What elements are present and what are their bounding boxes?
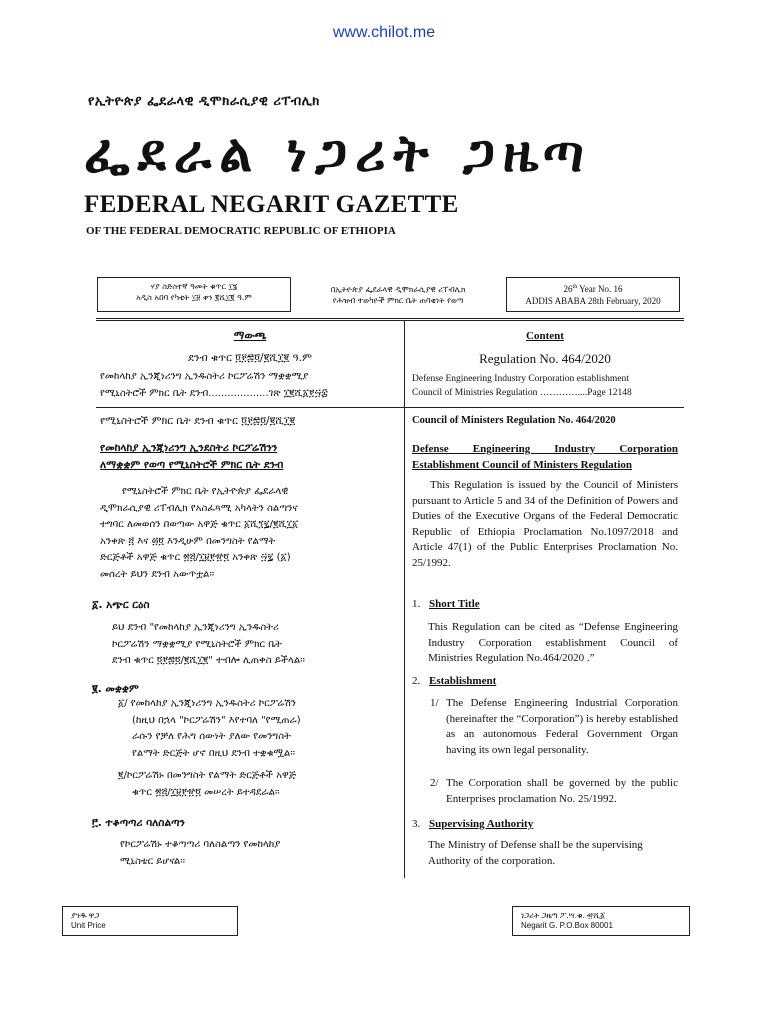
issue-date-amharic: አዲስ አበባ የካቲት ፲፱ ቀን ፪ሺ፲፪ ዓ.ም (136, 293, 252, 302)
preamble-amharic-line: የሚኒስትሮች ምክር ቤት የኢትዮጵያ ፌደራላዊ (122, 486, 289, 497)
section2-2-line: ቁጥር ፳፭/፲፱፻፹፬ መሠረት ይተዳደራል፡፡ (132, 786, 280, 798)
rule-top-double (96, 320, 684, 321)
preamble-amharic-line: አንቀጽ ፭ እና ፴፬ እንዲሁም በመንግስት የልማት (100, 535, 276, 547)
section3-title: Supervising Authority (429, 818, 534, 830)
unit-price-box (62, 906, 238, 936)
section3-number: 3. (412, 818, 421, 830)
contents-heading-english: Content (526, 330, 564, 342)
section2-2-body-english: The Corporation shall be governed by the public Enterprises proclamation No. 25/1992. (446, 777, 678, 805)
section1-line: ይህ ደንብ "የመከላከያ ኢንጂነሪንግ ኢንዱስትሪ (112, 622, 279, 633)
section3-body-amharic (120, 837, 404, 870)
section2-2-number: 2/ (430, 777, 439, 789)
preamble-english: This Regulation is issued by the Council of Ministers pursuant to Article 5 and 34 of the Definition of Powers and Duties of the Executive Organs of the Federal Democratic Republic of Ethiopia Proclamation No.1097/2018 and Article 47(1) of the Public Enterprises Proclamation No. 25/1992. (412, 479, 678, 569)
issue-day-suffix: th (572, 284, 578, 290)
po-box-english: Negarit G. P.O.Box 80001 (521, 921, 613, 930)
reg-title-amharic-2: ለማቋቋም የወጣ የሚኒስትሮች ምክር ቤት ደንብ (100, 459, 284, 471)
preamble-amharic-line: ድርጅቶች አዋጅ ቁጥር ፳፭/፲፱፻፹፬ አንቀጽ ፵፯ (፩) (100, 552, 291, 563)
section2-1-line: የልማት ድርጅት ሆኖ በዚህ ደንብ ተቋቁሟል፡፡ (132, 747, 295, 759)
rule-contents-bottom (96, 407, 684, 408)
issue-day: 26 (563, 284, 573, 294)
section2-2-line: ፪/ኮርፖሬሽኑ በመንግስት የልማት ድርጅቶች አዋጅ (118, 770, 297, 781)
section3-line: ሚኒስቴር ይሆናል፡፡ (120, 855, 185, 867)
issue-year-amharic: ሃያ ስድስተኛ ዓመት ቁጥር ፲፮ (150, 282, 238, 291)
section2-1-number: 1/ (430, 697, 439, 709)
section2-heading-amharic: ፪. መቋቋም (92, 683, 139, 695)
reg-number-english: Council of Ministers Regulation No. 464/2020 (412, 415, 616, 426)
contents-title-english: Defense Engineering Industry Corporation establishment (412, 374, 629, 384)
po-box-amharic: ነጋሪት ጋዜጣ ፖ.ሣ.ቁ. ፹ሺ፩ (521, 911, 606, 920)
column-divider (404, 320, 405, 878)
publisher-note (292, 284, 504, 306)
preamble-amharic (100, 484, 400, 583)
contents-reg-english: Regulation No. 464/2020 (479, 351, 611, 366)
unit-price-english: Unit Price (71, 921, 106, 930)
section2-1-line: (ከዚህ በኋላ "ኮርፖሬሽን" እየተባለ "የሚጠራ) (132, 714, 301, 726)
section3-body-english: The Ministry of Defense shall be the supervising Authority of the corporation. (428, 839, 643, 867)
section1-line: ደንብ ቁጥር ፬፻፷፬/፪ሺ፲፪" ተብሎ ሊጠቀስ ይችላል፡፡ (112, 655, 305, 666)
watermark-link[interactable]: www.chilot.me (332, 24, 436, 41)
issue-year-rest: Year No. 16 (577, 284, 623, 294)
section2-heading-english (412, 674, 678, 688)
po-box (512, 906, 690, 936)
issue-date-english: ADDIS ABABA 28th February, 2020 (525, 296, 661, 306)
gazette-title-english: FEDERAL NEGARIT GAZETTE (84, 191, 459, 218)
reg-title-english-1: Defense Engineering Industry Corporation (412, 443, 678, 455)
section2-1-body-english: The Defense Engineering Industrial Corporation (hereinafter the “Corporation”) is hereby established as an autonomous Federal Government Organ having its own legal personality. (446, 697, 678, 756)
issue-year-english (507, 281, 679, 295)
preamble-amharic-line: መሰረት ይህን ደንብ አውጥቷል፡፡ (100, 568, 215, 580)
contents-reg-amharic: ደንብ ቁጥር ፬፻፷፬/፪ሺ፲፪ ዓ.ም (188, 352, 312, 364)
contents-title-amharic: የመከላከያ ኢንጂነሪንግ ኢንዱስትሪ ኮርፖሬሽን ማቋቋሚያ (100, 371, 309, 382)
reg-number-amharic: የሚኒስትሮች ምክር ቤት ደንብ ቁጥር ፬፻፷፬/፪ሺ፲፪ (100, 415, 296, 427)
section1-heading-english (412, 597, 678, 611)
section3-heading-english (412, 817, 678, 831)
gazette-subtitle: OF THE FEDERAL DEMOCRATIC REPUBLIC OF ETHIOPIA (86, 225, 396, 237)
reg-title-english-2: Establishment Council of Ministers Regulation (412, 459, 633, 471)
preamble-amharic-line: ዲሞክራሲያዊ ሪፐብሊክ የአስፈጻሚ አካላትን ስልጣንና (100, 502, 298, 514)
section2-title: Establishment (429, 675, 497, 687)
republic-title-amharic: የኢትዮጵያ ፌደራላዊ ዲሞክራሲያዊ ሪፐብሊክ (88, 94, 320, 109)
rule-top (96, 318, 684, 319)
section2-1-body-amharic (118, 696, 404, 762)
section3-line: የኮርፖሬሽኑ ተቆጣጣሪ ባለስልጣን የመከላከያ (120, 839, 281, 850)
section2-1-line: ራሱን የቻለ የሕግ ሰውነት ያለው የመንግስት (132, 731, 291, 742)
section2-2-body-amharic (118, 768, 404, 801)
section1-line: ኮርፖሬሽን ማቋቋሚያ የሚኒስትሮች ምክር ቤት (112, 638, 282, 650)
unit-price-amharic: ያንዱ ዋጋ (71, 911, 100, 920)
publisher-line1: በኢትዮጵያ ፌደራላዊ ዲሞክራሲያዊ ሪፐብሊክ (330, 285, 466, 294)
contents-page-english: Council of Ministries Regulation …………....Page 12148 (412, 388, 632, 398)
issue-box-english (506, 277, 680, 312)
section3-heading-amharic: ፫. ተቆጣጣሪ ባለስልጣን (92, 817, 185, 829)
issue-box-amharic (97, 277, 291, 312)
section2-1-line: ፩/ የመከላከያ ኢንጂነሪንግ ኢንዱስትሪ ኮርፖሬሽን (118, 698, 297, 709)
preamble-amharic-line: ተግባር ለመወሰን በወጣው አዋጅ ቁጥር ፩ሺ፺፯/፪ሺ፲፩ (100, 519, 299, 530)
reg-title-amharic-1: የመከላከያ ኢንጂነሪንግ ኢንደስትሪ ኮርፖሬሽንን (100, 442, 278, 454)
contents-page-amharic: የሚኒስትሮች ምክር ቤት ደንብ...................ገጽ ፲፪ሺ፩፻፵፰ (100, 388, 328, 399)
section1-body-amharic (112, 620, 402, 670)
section1-body-english: This Regulation can be cited as “Defense Engineering Industry Corporation establishment Council of Ministries Regulation No.464/2020 .” (428, 621, 678, 664)
section1-heading-amharic: ፩. አጭር ርዕስ (92, 599, 150, 611)
publisher-line2: የሕዝብ ተወካዮች ምክር ቤት ጠባቂነት የወጣ (332, 296, 464, 305)
gazette-title-amharic: ፌደራል ነጋሪት ጋዜጣ (84, 124, 592, 184)
section2-number: 2. (412, 675, 421, 687)
contents-heading-amharic: ማውጫ (233, 329, 267, 342)
section1-number: 1. (412, 598, 421, 610)
section1-title: Short Title (429, 598, 480, 610)
